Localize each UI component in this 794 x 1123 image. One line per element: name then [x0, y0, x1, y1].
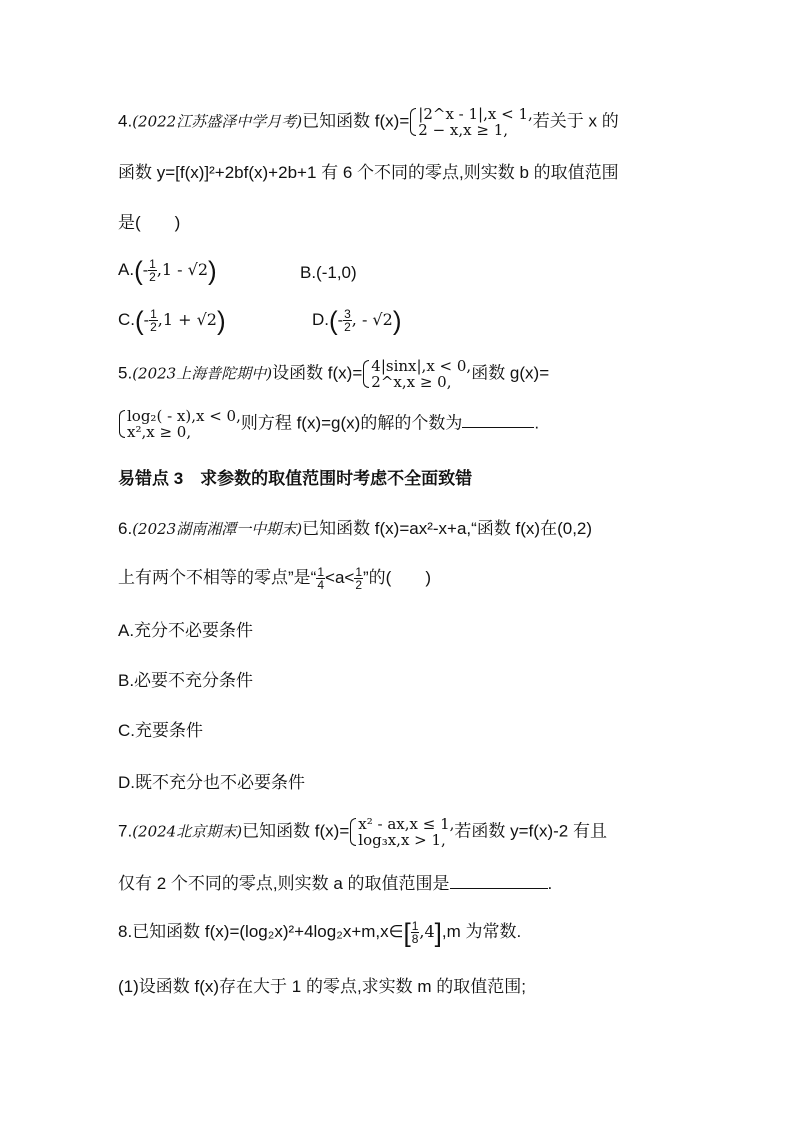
q4-option-d[interactable]: D.(- $\frac{3}{2}$ , - √2) — [312, 305, 402, 336]
q6-source: (2023湖南湘潭一中期末) — [132, 520, 303, 538]
q4-piecewise: |2^x - 1|,x < 1, 2 − x,x ≥ 1, — [409, 106, 532, 138]
q4-option-c[interactable]: C.(- $\frac{1}{2}$ ,1 + √2) — [118, 305, 226, 336]
q4-source: (2022江苏盛泽中学月考) — [132, 112, 303, 131]
q5-answer-blank[interactable] — [462, 411, 534, 428]
q7-source: (2024北京期末) — [132, 822, 243, 841]
q5-stem-line1: 5.(2023上海普陀期中)设函数 f(x)= 4|sinx|,x < 0, 2^x,x ≥ 0, 函数 g(x)= — [118, 357, 550, 391]
q5-stem-line2: log₂( - x),x < 0, x²,x ≥ 0, 则方程 f(x)=g(x)的解的个数为 . — [118, 408, 539, 440]
q5-f-piecewise: 4|sinx|,x < 0, 2^x,x ≥ 0, — [362, 358, 471, 390]
section-title: 易错点 3 求参数的取值范围时考虑不全面致错 — [118, 469, 473, 488]
q6-option-b[interactable]: B.必要不充分条件 — [118, 671, 254, 690]
q6-stem-line1: 6.(2023湖南湘潭一中期末)已知函数 f(x)=ax²-x+a,“函数 f(x)在(0,2) — [118, 519, 593, 538]
q4-number: 4. — [118, 111, 133, 131]
q7-stem-line1: 7.(2024北京期末)已知函数 f(x)= x² - ax,x ≤ 1, log₃x,x > 1, 若函数 y=f(x)-2 有且 — [118, 815, 607, 849]
q6-option-c[interactable]: C.充要条件 — [118, 721, 203, 740]
q6-number: 6. — [118, 519, 133, 538]
q4-stem-line2: 函数 y=[f(x)]²+2bf(x)+2b+1 有 6 个不同的零点,则实数 b 的取值范围 — [118, 163, 619, 182]
q4-stem-line3: 是( ) — [118, 213, 181, 232]
q5-source: (2023上海普陀期中) — [132, 364, 273, 383]
q7-piecewise: x² - ax,x ≤ 1, log₃x,x > 1, — [349, 816, 454, 848]
q4-option-b[interactable]: B.(-1,0) — [300, 263, 357, 282]
q8-number: 8. — [118, 921, 133, 941]
q5-g-piecewise: log₂( - x),x < 0, x²,x ≥ 0, — [118, 408, 241, 440]
q6-option-d[interactable]: D.既不充分也不必要条件 — [118, 773, 305, 792]
q8-subquestion-1: (1)设函数 f(x)存在大于 1 的零点,求实数 m 的取值范围; — [118, 977, 526, 996]
q7-stem-line2: 仅有 2 个不同的零点,则实数 a 的取值范围是 . — [118, 874, 553, 893]
q6-option-a[interactable]: A.充分不必要条件 — [118, 621, 254, 640]
q7-number: 7. — [118, 821, 133, 841]
q5-number: 5. — [118, 363, 133, 383]
q7-answer-blank[interactable] — [450, 872, 548, 889]
q4-option-a[interactable]: A.(- $\frac{1}{2}$ ,1 - √2) — [118, 255, 217, 286]
q6-stem-line2: 上有两个不相等的零点”是“ $\frac{1}{4}$ <a< $\frac{1}{2}$ ”的( ) — [118, 565, 431, 592]
q8-stem-line1: 8.已知函数 f(x)=(log₂x)²+4log₂x+m,x∈[ $\frac{1}{8}$ ,4],m 为常数. — [118, 917, 522, 948]
q4-stem-line1: 4.(2022江苏盛泽中学月考)已知函数 f(x)= |2^x - 1|,x < 1, 2 − x,x ≥ 1, 若关于 x 的 — [118, 105, 619, 139]
